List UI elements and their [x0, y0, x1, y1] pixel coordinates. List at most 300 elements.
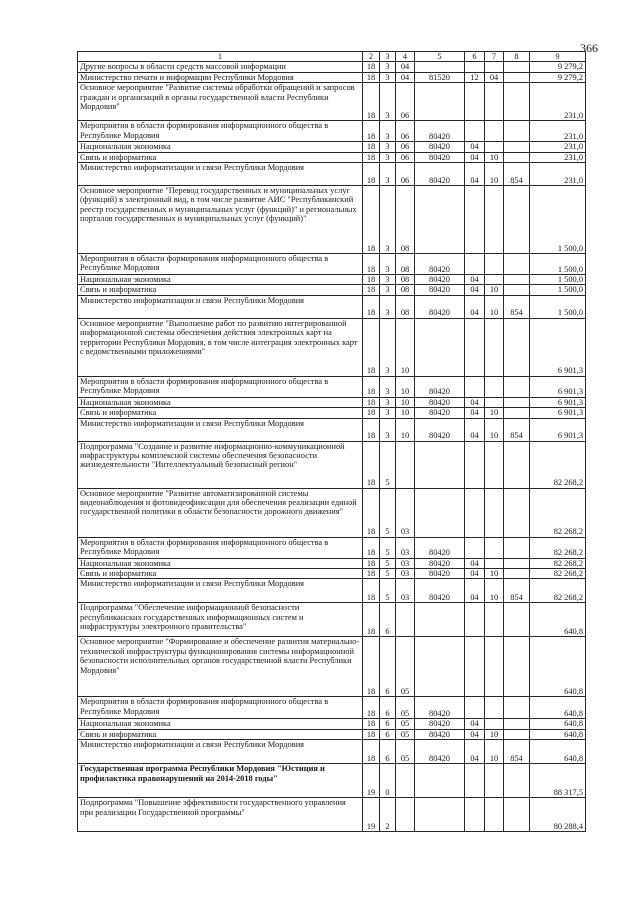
row-name-cell: Связь и информатика	[78, 285, 363, 295]
code-cell: 04	[465, 719, 485, 729]
code-cell: 3	[380, 254, 396, 275]
code-cell	[415, 798, 465, 832]
amount-cell: 82 268,2	[530, 558, 586, 568]
code-cell	[504, 285, 530, 295]
row-name-cell: Министерство печати и информации Республики Мордовия	[78, 72, 363, 82]
row-name-cell: Основное мероприятие "Перевод государственных и муниципальных услуг (функций) в электронный вид, в том числе развитие АИС "Республиканский реестр государственных и муниципальных услуг (функций)" и региональных порталов государственных и муниципальных услуг (функций)"	[78, 186, 363, 254]
code-cell: 80420	[415, 254, 465, 275]
code-cell	[504, 121, 530, 142]
code-cell: 04	[465, 163, 485, 186]
code-cell: 3	[380, 142, 396, 152]
code-cell: 05	[396, 637, 415, 697]
amount-cell: 1 500,0	[530, 275, 586, 285]
code-cell: 18	[363, 697, 380, 719]
code-cell: 3	[380, 163, 396, 186]
amount-cell: 640,8	[530, 697, 586, 719]
code-cell: 5	[380, 579, 396, 603]
code-cell	[485, 537, 504, 558]
code-cell: 06	[396, 163, 415, 186]
code-cell: 18	[363, 637, 380, 697]
code-cell: 10	[485, 740, 504, 764]
code-cell	[485, 254, 504, 275]
code-cell: 854	[504, 418, 530, 441]
code-cell: 18	[363, 740, 380, 764]
code-cell: 80420	[415, 295, 465, 318]
code-cell: 06	[396, 83, 415, 121]
amount-cell: 6 901,3	[530, 397, 586, 407]
code-cell: 18	[363, 441, 380, 488]
amount-cell: 6 901,3	[530, 408, 586, 418]
amount-cell: 82 268,2	[530, 441, 586, 488]
code-cell	[485, 121, 504, 142]
table-row	[78, 142, 586, 152]
code-cell: 08	[396, 295, 415, 318]
row-name-cell: Другие вопросы в области средств массовой информации	[78, 62, 363, 72]
code-cell	[504, 142, 530, 152]
code-cell	[504, 186, 530, 254]
code-cell: 18	[363, 376, 380, 397]
code-cell: 80420	[415, 142, 465, 152]
code-cell: 10	[396, 397, 415, 407]
code-cell	[465, 697, 485, 719]
row-name-cell: Связь и информатика	[78, 408, 363, 418]
code-cell: 80420	[415, 397, 465, 407]
code-cell: 6	[380, 603, 396, 637]
code-cell: 18	[363, 558, 380, 568]
code-cell: 2	[380, 798, 396, 832]
table-row	[78, 637, 586, 697]
code-cell: 06	[396, 121, 415, 142]
code-cell: 80420	[415, 408, 465, 418]
row-name-cell: Национальная экономика	[78, 275, 363, 285]
code-cell	[485, 719, 504, 729]
code-cell	[465, 603, 485, 637]
table-row	[78, 441, 586, 488]
row-name-cell: Основное мероприятие "Развитие системы обработки обращений и запросов граждан и организаций в органы государственной власти Республики Мордовия"	[78, 83, 363, 121]
amount-cell: 6 901,3	[530, 376, 586, 397]
code-cell: 05	[396, 697, 415, 719]
code-cell	[465, 798, 485, 832]
code-cell	[504, 254, 530, 275]
header-cell: 6	[465, 52, 485, 62]
code-cell: 05	[396, 740, 415, 764]
table-row	[78, 798, 586, 832]
code-cell: 03	[396, 558, 415, 568]
code-cell: 5	[380, 537, 396, 558]
code-cell: 80420	[415, 121, 465, 142]
amount-cell: 640,8	[530, 740, 586, 764]
code-cell: 80420	[415, 376, 465, 397]
code-cell	[504, 408, 530, 418]
code-cell	[485, 186, 504, 254]
code-cell: 6	[380, 697, 396, 719]
code-cell: 10	[485, 579, 504, 603]
code-cell	[485, 603, 504, 637]
code-cell: 80420	[415, 275, 465, 285]
amount-cell: 9 279,2	[530, 72, 586, 82]
code-cell: 05	[396, 729, 415, 739]
code-cell: 3	[380, 295, 396, 318]
row-name-cell: Связь и информатика	[78, 729, 363, 739]
code-cell	[465, 441, 485, 488]
code-cell	[504, 83, 530, 121]
row-name-cell: Связь и информатика	[78, 152, 363, 162]
code-cell: 10	[396, 376, 415, 397]
table-row	[78, 488, 586, 537]
code-cell: 05	[396, 719, 415, 729]
amount-cell: 640,8	[530, 603, 586, 637]
amount-cell: 640,8	[530, 729, 586, 739]
code-cell: 08	[396, 275, 415, 285]
code-cell: 06	[396, 152, 415, 162]
amount-cell: 231,0	[530, 142, 586, 152]
code-cell	[415, 83, 465, 121]
code-cell: 18	[363, 72, 380, 82]
code-cell	[415, 637, 465, 697]
amount-cell: 80 288,4	[530, 798, 586, 832]
row-name-cell: Основное мероприятие "Развитие автоматизированной системы видеонаблюдения и фотовидеофиксации для обеспечения реализации единой государственной политики в области безопасности дорожного движения"	[78, 488, 363, 537]
code-cell	[504, 798, 530, 832]
code-cell: 04	[465, 397, 485, 407]
table-row	[78, 569, 586, 579]
code-cell: 6	[380, 729, 396, 739]
code-cell: 80420	[415, 537, 465, 558]
code-cell	[485, 275, 504, 285]
code-cell: 10	[396, 408, 415, 418]
header-cell: 1	[78, 52, 363, 62]
header-cell: 2	[363, 52, 380, 62]
code-cell: 80420	[415, 163, 465, 186]
amount-cell: 640,8	[530, 637, 586, 697]
code-cell	[485, 441, 504, 488]
header-cell: 4	[396, 52, 415, 62]
code-cell	[504, 397, 530, 407]
code-cell: 18	[363, 418, 380, 441]
code-cell	[396, 603, 415, 637]
code-cell: 80420	[415, 418, 465, 441]
table-row	[78, 729, 586, 739]
code-cell	[465, 254, 485, 275]
code-cell: 6	[380, 719, 396, 729]
row-name-cell: Национальная экономика	[78, 142, 363, 152]
code-cell: 3	[380, 408, 396, 418]
amount-cell: 1 500,0	[530, 186, 586, 254]
code-cell: 854	[504, 295, 530, 318]
code-cell: 04	[465, 295, 485, 318]
row-name-cell: Национальная экономика	[78, 719, 363, 729]
amount-cell: 231,0	[530, 121, 586, 142]
code-cell	[465, 186, 485, 254]
code-cell: 10	[485, 408, 504, 418]
code-cell	[415, 488, 465, 537]
code-cell: 80420	[415, 719, 465, 729]
code-cell: 81520	[415, 72, 465, 82]
amount-cell: 9 279,2	[530, 62, 586, 72]
code-cell: 08	[396, 254, 415, 275]
code-cell: 80420	[415, 740, 465, 764]
code-cell: 18	[363, 163, 380, 186]
code-cell	[504, 72, 530, 82]
table-row	[78, 579, 586, 603]
code-cell: 18	[363, 603, 380, 637]
code-cell: 04	[465, 579, 485, 603]
code-cell: 18	[363, 318, 380, 376]
row-name-cell: Связь и информатика	[78, 569, 363, 579]
row-name-cell: Министерство информатизации и связи Республики Мордовия	[78, 418, 363, 441]
amount-cell: 88 317,5	[530, 764, 586, 798]
table-row	[78, 163, 586, 186]
amount-cell: 231,0	[530, 163, 586, 186]
header-cell: 5	[415, 52, 465, 62]
code-cell	[415, 441, 465, 488]
code-cell: 18	[363, 397, 380, 407]
table-row	[78, 275, 586, 285]
code-cell	[415, 318, 465, 376]
code-cell: 18	[363, 729, 380, 739]
code-cell	[485, 558, 504, 568]
code-cell	[504, 697, 530, 719]
code-cell: 04	[465, 569, 485, 579]
code-cell: 04	[465, 408, 485, 418]
table-row	[78, 318, 586, 376]
code-cell: 3	[380, 83, 396, 121]
code-cell: 18	[363, 295, 380, 318]
code-cell	[465, 318, 485, 376]
table-row	[78, 740, 586, 764]
code-cell: 18	[363, 275, 380, 285]
code-cell: 04	[465, 152, 485, 162]
code-cell: 80420	[415, 569, 465, 579]
code-cell	[504, 637, 530, 697]
code-cell: 80420	[415, 285, 465, 295]
row-name-cell: Мероприятия в области формирования информационного общества в Республике Мордовия	[78, 121, 363, 142]
code-cell	[504, 537, 530, 558]
row-name-cell: Мероприятия в области формирования информационного общества в Республике Мордовия	[78, 254, 363, 275]
code-cell: 3	[380, 285, 396, 295]
code-cell: 5	[380, 569, 396, 579]
code-cell: 04	[465, 275, 485, 285]
code-cell	[485, 397, 504, 407]
code-cell	[504, 603, 530, 637]
row-name-cell: Национальная экономика	[78, 558, 363, 568]
table-row	[78, 121, 586, 142]
table-row	[78, 558, 586, 568]
table-row	[78, 408, 586, 418]
code-cell: 18	[363, 488, 380, 537]
code-cell: 3	[380, 62, 396, 72]
code-cell: 18	[363, 83, 380, 121]
code-cell: 04	[465, 729, 485, 739]
header-cell: 9	[530, 52, 586, 62]
code-cell	[504, 376, 530, 397]
code-cell	[504, 488, 530, 537]
amount-cell: 640,8	[530, 719, 586, 729]
amount-cell: 231,0	[530, 152, 586, 162]
code-cell: 3	[380, 397, 396, 407]
header-cell: 8	[504, 52, 530, 62]
code-cell: 12	[465, 72, 485, 82]
code-cell	[415, 603, 465, 637]
row-name-cell: Мероприятия в области формирования информационного общества в Республике Мордовия	[78, 537, 363, 558]
code-cell: 854	[504, 579, 530, 603]
code-cell	[396, 764, 415, 798]
table-row	[78, 285, 586, 295]
table-row	[78, 537, 586, 558]
code-cell: 18	[363, 285, 380, 295]
page-number: 366	[580, 41, 598, 55]
code-cell: 06	[396, 142, 415, 152]
code-cell	[396, 798, 415, 832]
code-cell: 18	[363, 537, 380, 558]
code-cell	[485, 697, 504, 719]
amount-cell: 231,0	[530, 83, 586, 121]
row-name-cell: Министерство информатизации и связи Республики Мордовия	[78, 295, 363, 318]
code-cell: 10	[485, 569, 504, 579]
code-cell: 10	[485, 163, 504, 186]
code-cell: 04	[465, 558, 485, 568]
code-cell: 5	[380, 558, 396, 568]
amount-cell: 82 268,2	[530, 488, 586, 537]
amount-cell: 6 901,3	[530, 418, 586, 441]
code-cell	[504, 441, 530, 488]
code-cell: 5	[380, 488, 396, 537]
code-cell: 18	[363, 579, 380, 603]
amount-cell: 6 901,3	[530, 318, 586, 376]
code-cell: 18	[363, 62, 380, 72]
amount-cell: 82 268,2	[530, 579, 586, 603]
code-cell	[504, 719, 530, 729]
code-cell: 18	[363, 569, 380, 579]
row-name-cell: Министерство информатизации и связи Республики Мордовия	[78, 740, 363, 764]
row-name-cell: Мероприятия в области формирования информационного общества в Республике Мордовия	[78, 697, 363, 719]
code-cell	[415, 186, 465, 254]
code-cell	[415, 764, 465, 798]
row-name-cell: Основное мероприятие "Формирование и обеспечение развития материально-технической инфраструктуры функционирования системы информационной безопасности исполнительных органов государственной власти Республики Мордовия"	[78, 637, 363, 697]
code-cell	[485, 62, 504, 72]
code-cell: 80420	[415, 558, 465, 568]
code-cell: 3	[380, 376, 396, 397]
row-name-cell: Подпрограмма "Повышение эффективности государственного управления при реализации Государственной программы"	[78, 798, 363, 832]
code-cell: 80420	[415, 697, 465, 719]
code-cell: 10	[396, 418, 415, 441]
amount-cell: 1 500,0	[530, 254, 586, 275]
row-name-cell: Министерство информатизации и связи Республики Мордовия	[78, 163, 363, 186]
code-cell	[485, 376, 504, 397]
code-cell	[485, 488, 504, 537]
code-cell	[504, 318, 530, 376]
code-cell: 04	[465, 418, 485, 441]
code-cell	[504, 729, 530, 739]
header-cell: 3	[380, 52, 396, 62]
code-cell: 3	[380, 318, 396, 376]
code-cell: 80420	[415, 579, 465, 603]
code-cell	[485, 142, 504, 152]
code-cell: 854	[504, 740, 530, 764]
code-cell: 3	[380, 72, 396, 82]
code-cell	[465, 488, 485, 537]
code-cell: 04	[465, 740, 485, 764]
code-cell: 10	[396, 318, 415, 376]
header-cell: 7	[485, 52, 504, 62]
code-cell: 04	[485, 72, 504, 82]
table-row	[78, 719, 586, 729]
code-cell	[504, 275, 530, 285]
code-cell: 19	[363, 798, 380, 832]
code-cell: 6	[380, 740, 396, 764]
code-cell: 18	[363, 142, 380, 152]
table-row	[78, 62, 586, 72]
code-cell: 10	[485, 295, 504, 318]
code-cell: 18	[363, 121, 380, 142]
code-cell: 3	[380, 121, 396, 142]
code-cell	[396, 441, 415, 488]
code-cell: 80420	[415, 729, 465, 739]
table-row	[78, 397, 586, 407]
table-row	[78, 72, 586, 82]
code-cell: 18	[363, 152, 380, 162]
table-row	[78, 295, 586, 318]
code-cell: 03	[396, 569, 415, 579]
code-cell: 80420	[415, 152, 465, 162]
code-cell: 5	[380, 441, 396, 488]
code-cell	[465, 537, 485, 558]
code-cell	[485, 83, 504, 121]
code-cell	[415, 62, 465, 72]
code-cell: 18	[363, 186, 380, 254]
code-cell: 3	[380, 275, 396, 285]
code-cell: 854	[504, 163, 530, 186]
table-row	[78, 764, 586, 798]
code-cell	[504, 62, 530, 72]
row-name-cell: Государственная программа Республики Мордовия "Юстиция и профилактика правонарушений на 2014-2018 годы"	[78, 764, 363, 798]
code-cell: 18	[363, 719, 380, 729]
code-cell: 18	[363, 254, 380, 275]
code-cell: 04	[396, 72, 415, 82]
code-cell	[465, 637, 485, 697]
code-cell	[485, 637, 504, 697]
row-name-cell: Подпрограмма "Обеспечение информационной безопасности республиканских государственных информационных систем и инфраструктуры электронного правительства"	[78, 603, 363, 637]
code-cell	[485, 318, 504, 376]
table-row	[78, 603, 586, 637]
amount-cell: 1 500,0	[530, 295, 586, 318]
table-row	[78, 697, 586, 719]
code-cell	[504, 558, 530, 568]
budget-table	[77, 51, 586, 832]
code-cell: 04	[465, 142, 485, 152]
code-cell: 18	[363, 408, 380, 418]
code-cell	[465, 764, 485, 798]
code-cell	[465, 376, 485, 397]
code-cell: 03	[396, 488, 415, 537]
table-row	[78, 254, 586, 275]
code-cell	[504, 569, 530, 579]
code-cell	[465, 83, 485, 121]
code-cell	[504, 152, 530, 162]
code-cell: 3	[380, 418, 396, 441]
code-cell: 10	[485, 285, 504, 295]
code-cell	[485, 764, 504, 798]
code-cell: 0	[380, 764, 396, 798]
code-cell	[504, 764, 530, 798]
table-row	[78, 418, 586, 441]
table-row	[78, 186, 586, 254]
row-name-cell: Подпрограмма "Создание и развитие информационно-коммуникационной инфраструктуры комплексной системы обеспечения безопасности жизнедеятельности "Интеллектуальный безопасный регион"	[78, 441, 363, 488]
code-cell: 10	[485, 152, 504, 162]
row-name-cell: Основное мероприятие "Выполнение работ по развитию интегрированной информационной системы обеспечения действия электронных карт на территории Республики Мордовия, в том числе интеграция электронных карт с ведомственными приложениями"	[78, 318, 363, 376]
code-cell: 10	[485, 418, 504, 441]
table-row	[78, 152, 586, 162]
row-name-cell: Национальная экономика	[78, 397, 363, 407]
